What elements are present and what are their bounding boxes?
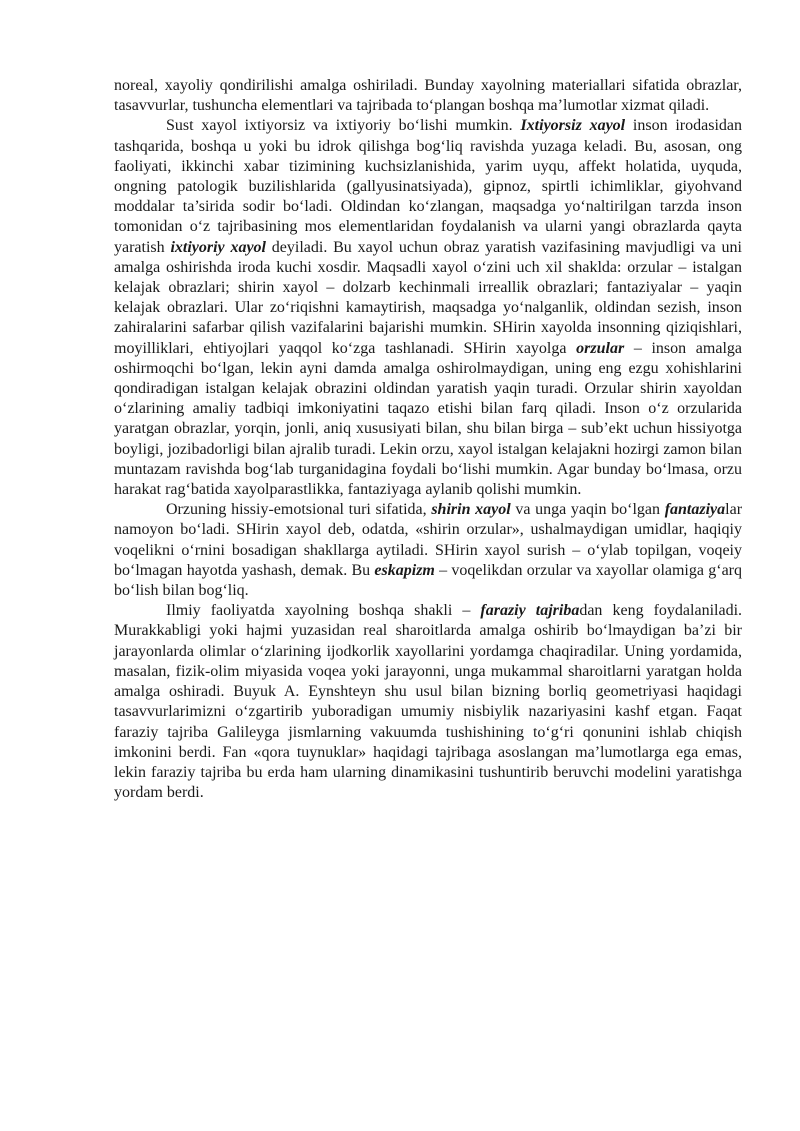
text-segment: deyiladi. Bu xayol uchun obraz yaratish vazifasining mavjudligi va uni amalga oshirishda iroda kuchi xosdir. Maqsadli xayol o‘zini uch xil shaklda: orzular – istalgan kelajak obrazlari; shirin xayol – dolzarb kechinmali irreallik obrazlari; fantaziyalar – yaqin kelajak obrazlari. Ular zo‘riqishni kamaytirish, maqsadga yo‘nalganlik, oldindan sezish, inson zahiralarini safarbar qilish vazifalarini bajarishi mumkin. SHirin xayolda insonning qiziqishlari, moyilliklari, ehtiyojlari yaqqol ko‘zga tashlanadi. SHirin xayolga	[114, 238, 742, 357]
emphasized-term: fantaziya	[664, 501, 726, 519]
emphasized-term: eskapizm	[374, 561, 435, 579]
paragraph-4	[114, 601, 742, 803]
text-segment: Orzuning hissiy-emotsional turi sifatida,	[166, 501, 432, 519]
text-segment: – voqelikdan orzular va xayollar olamiga g‘arq bo‘lish bilan bog‘liq.	[114, 561, 743, 600]
text-segment: noreal, xayoliy qondirilishi amalga oshiriladi. Bunday xayolning materiallari sifatida obrazlar, tasavvurlar, tushuncha elementlari va tajribada to‘plangan boshqa ma’lumotlar xizmat qiladi.	[114, 77, 742, 115]
emphasized-term: Ixtiyorsiz xayol	[520, 117, 626, 135]
paragraph-3	[114, 500, 742, 601]
emphasized-term: orzular	[576, 339, 625, 357]
emphasized-term: faraziy tajriba	[480, 602, 580, 620]
text-segment: – inson amalga oshirmoqchi bo‘lgan, lekin ayni damda amalga oshirolmaydigan, uning eng ezgu xohishlarini qondiradigan istalgan kelajak obrazini oldindan yaratish yaqin turadi. Orzular shirin xayoldan o‘zlarining amaliy tadbiqi imkoniyatini taqazo etishi bilan farq qiladi. Inson o‘z orzularida yaratgan obrazlar, yorqin, jonli, aniq xususiyati bilan, shu bilan birga – sub’ekt uchun hissiyotga boyligi, jozibadorligi bilan ajralib turadi. Lekin orzu, xayol istalgan kelajakni hozirgi zamon bilan muntazam ravishda bog‘lab turganidagina foydali bo‘lishi mumkin. Agar bunday bo‘lmasa, orzu harakat rag‘batida xayolparastlikka, fantaziyaga aylanib qolishi mumkin.	[114, 339, 742, 499]
text-segment: Sust xayol ixtiyorsiz va ixtiyoriy bo‘lishi mumkin.	[166, 117, 521, 135]
paragraph-1	[114, 76, 742, 116]
document-page	[114, 76, 742, 803]
text-segment: lar namoyon bo‘ladi. SHirin xayol deb, odatda, «shirin orzular», ushalmaydigan umidlar, haqiqiy voqelikni o‘rnini bosadigan shakllarga aytiladi. SHirin xayol surish – o‘ylab topilgan, voqeiy bo‘lmagan hayotda yashash, demak. Bu	[114, 501, 743, 579]
text-segment: va unga yaqin bo‘lgan	[510, 501, 665, 519]
text-segment: Ilmiy faoliyatda xayolning boshqa shakli –	[166, 602, 481, 620]
emphasized-term: ixtiyoriy xayol	[170, 238, 266, 256]
paragraph-2	[114, 116, 742, 500]
emphasized-term: shirin xayol	[431, 501, 511, 519]
text-segment: inson irodasidan tashqarida, boshqa u yoki bu idrok qilishga bog‘liq ravishda yuzaga keladi. Bu, asosan, ong faoliyati, ikkinchi xabar tizimining kuchsizlanishida, yarim uyqu, affekt holatida, uyquda, ongning patologik buzilishlarida (gallyusinatsiyada), gipnoz, spirtli ichimliklar, giyohvand moddalar ta’sirida sodir bo‘ladi. Oldindan ko‘zlangan, maqsadga yo‘naltirilgan tarzda inson tomonidan o‘z tajribasining mos elementlaridan foydalanish va ularni yangi obrazlarda qayta yaratish	[114, 117, 743, 256]
text-segment: dan keng foydalaniladi. Murakkabligi yoki hajmi yuzasidan real sharoitlarda amalga oshirib bo‘lmaydigan ba’zi bir jarayonlarda olimlar o‘zlarining ijodkorlik xayollarini yordamga chaqiradilar. Uning yordamida, masalan, fizik-olim miyasida voqea yoki jarayonni, unga mukammal sharoitlarni yaratgan holda amalga oshiradi. Buyuk A. Eynshteyn shu usul bilan bizning borliq geometriyasi haqidagi tasavvurlarimizni o‘zgartirib yuboradigan umumiy nisbiylik nazariyasini kashf etgan. Faqat faraziy tajriba Galileyga jismlarning vakuumda tushishining to‘g‘ri qonunini ishlab chiqish imkonini berdi. Fan «qora tuynuklar» haqidagi tajribaga asoslangan ma’lumotlarga ega emas, lekin faraziy tajriba bu erda ham ularning dinamikasini tushuntirib beruvchi modelini yaratishga yordam berdi.	[114, 602, 743, 802]
